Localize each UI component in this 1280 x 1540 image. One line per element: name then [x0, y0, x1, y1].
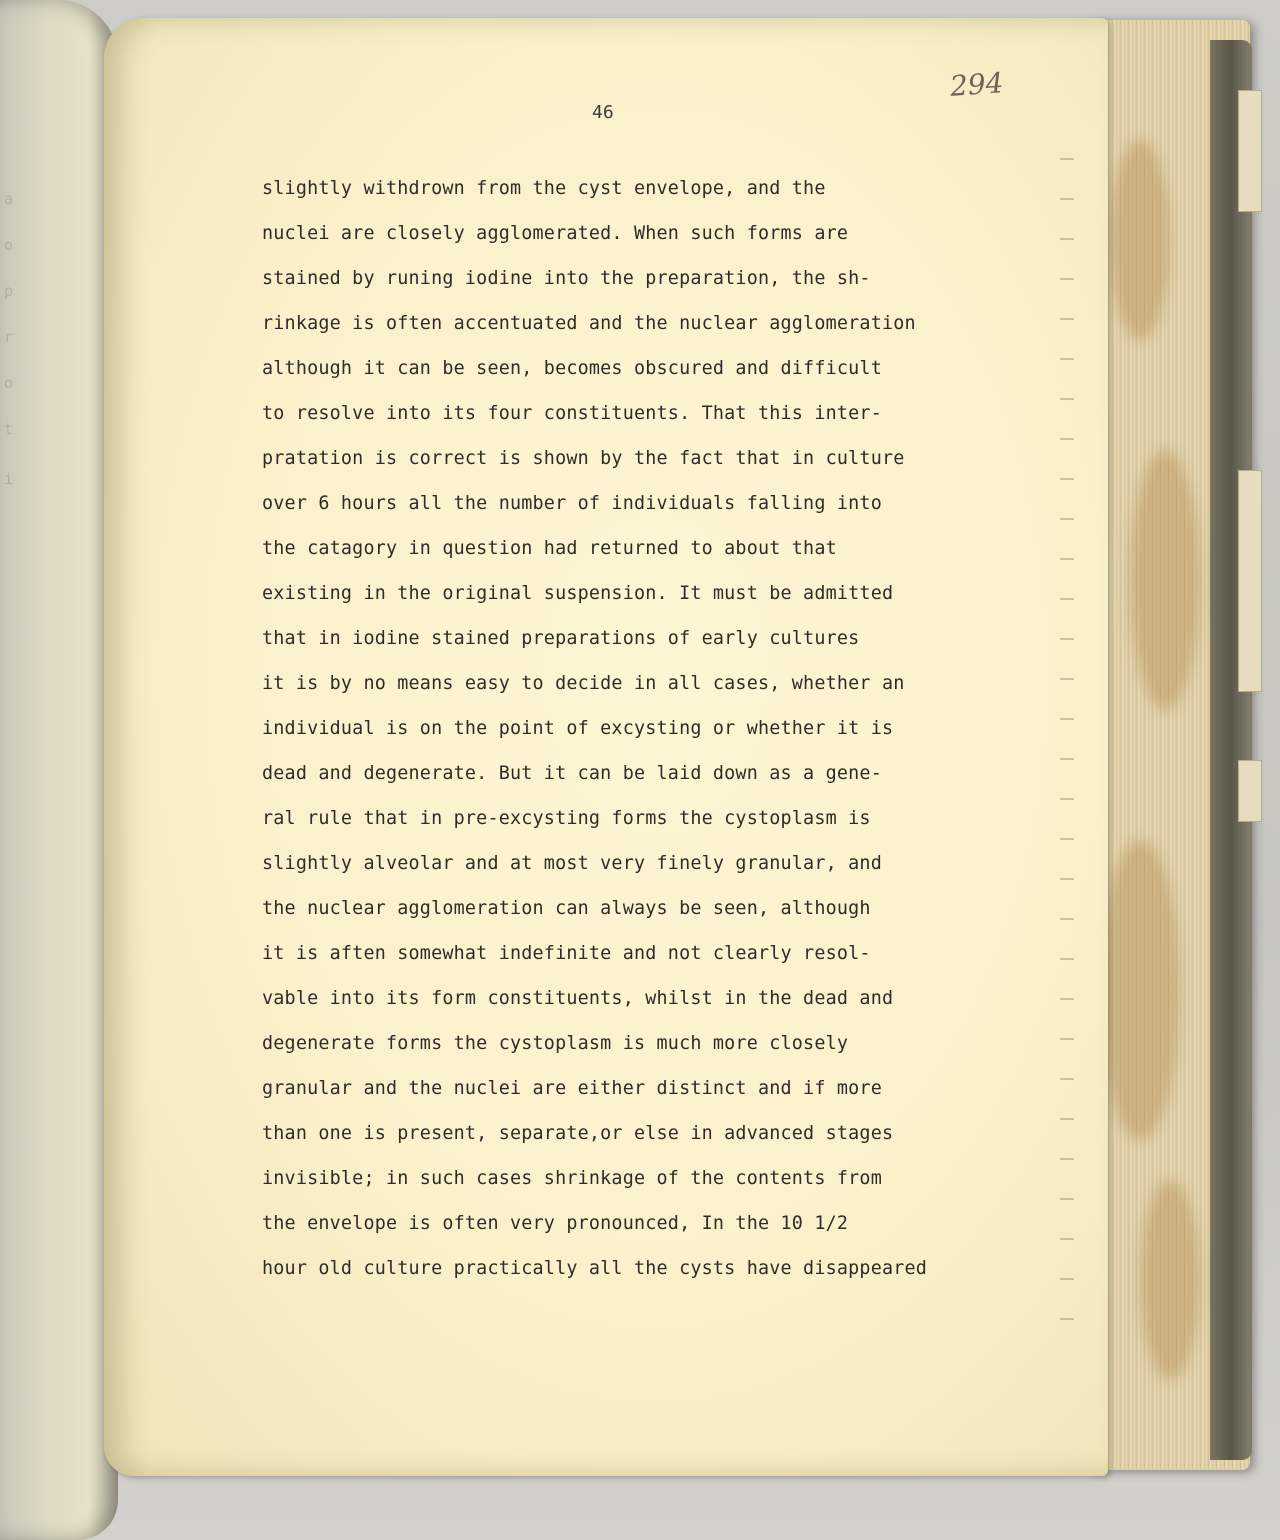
- bleed-through-mark: t: [4, 420, 14, 438]
- text-line: pratation is correct is shown by the fact that in culture: [262, 448, 905, 469]
- text-line: the nuclear agglomeration can always be seen, although: [262, 898, 871, 919]
- text-line: it is by no means easy to decide in all cases, whether an: [262, 673, 905, 694]
- text-line: invisible; in such cases shrinkage of the contents from: [262, 1168, 882, 1189]
- text-line: ral rule that in pre-excysting forms the cystoplasm is: [262, 808, 871, 829]
- text-line: granular and the nuclei are either distinct and if more: [262, 1078, 882, 1099]
- stain: [1130, 450, 1200, 710]
- text-line: rinkage is often accentuated and the nuclear agglomeration: [262, 313, 916, 334]
- text-line: the catagory in question had returned to about that: [262, 538, 837, 559]
- text-line: individual is on the point of excysting or whether it is: [262, 718, 894, 739]
- stain: [1100, 840, 1180, 1140]
- bleed-through-mark: o: [4, 374, 14, 392]
- stain: [1140, 1180, 1200, 1380]
- text-line: dead and degenerate. But it can be laid down as a gene-: [262, 763, 882, 784]
- text-line: the envelope is often very pronounced, In the 10 1/2: [262, 1213, 849, 1234]
- page-tab: [1238, 470, 1262, 692]
- stain: [1110, 140, 1170, 340]
- text-line: slightly alveolar and at most very finely granular, and: [262, 853, 882, 874]
- text-line: vable into its form constituents, whilst in the dead and: [262, 988, 894, 1009]
- bleed-through-mark: p: [4, 282, 14, 300]
- left-facing-page: [0, 0, 118, 1540]
- bleed-through-mark: r: [4, 328, 14, 346]
- text-line: although it can be seen, becomes obscured and difficult: [262, 358, 882, 379]
- text-line: existing in the original suspension. It must be admitted: [262, 583, 894, 604]
- page-tab: [1238, 760, 1262, 822]
- text-line: that in iodine stained preparations of early cultures: [262, 628, 860, 649]
- typed-body-text: [262, 166, 1082, 1291]
- bleed-through-mark: i: [4, 470, 14, 488]
- text-line: to resolve into its four constituents. That this inter-: [262, 403, 882, 424]
- text-line: slightly withdrown from the cyst envelope, and the: [262, 178, 826, 199]
- text-line: hour old culture practically all the cysts have disappeared: [262, 1258, 928, 1279]
- text-line: nuclei are closely agglomerated. When such forms are: [262, 223, 849, 244]
- text-line: over 6 hours all the number of individuals falling into: [262, 493, 882, 514]
- bleed-through-mark: o: [4, 236, 14, 254]
- text-line: than one is present, separate,or else in advanced stages: [262, 1123, 894, 1144]
- page-number: 46: [592, 102, 614, 123]
- handwritten-folio-number: 294: [948, 66, 1005, 103]
- text-line: stained by runing iodine into the preparation, the sh-: [262, 268, 871, 289]
- page-tab: [1238, 90, 1262, 212]
- bleed-through-mark: a: [4, 190, 14, 208]
- text-line: it is aften somewhat indefinite and not clearly resol-: [262, 943, 871, 964]
- text-line: degenerate forms the cystoplasm is much more closely: [262, 1033, 849, 1054]
- binding-edge: [1210, 40, 1252, 1460]
